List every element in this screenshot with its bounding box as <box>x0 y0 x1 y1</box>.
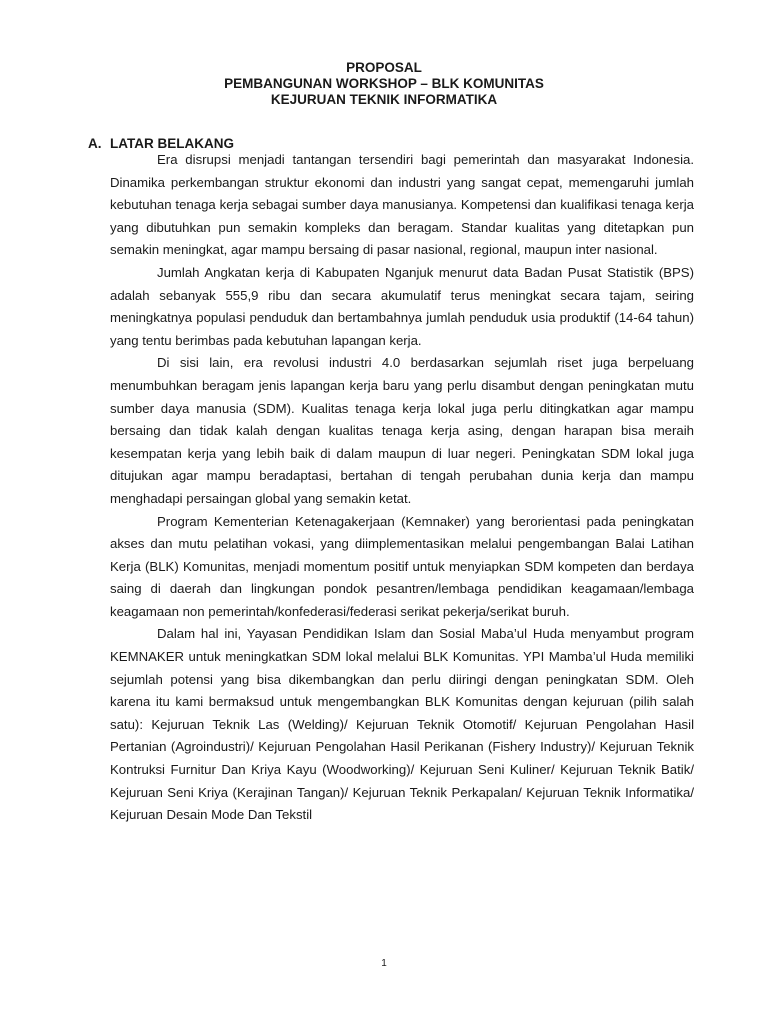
paragraph: Era disrupsi menjadi tantangan tersendiri bagi pemerintah dan masyarakat Indonesia. Dinamika perkembangan struktur ekonomi dan industri yang sangat cepat, memengaruhi jumlah kebutuhan tenaga kerja sebagai sumber daya manusianya. Kompetensi dan kualifikasi tenaga kerja yang dibutuhkan pun semakin kompleks dan beragam. Standar kualitas yang ditetapkan pun semakin meningkat, agar mampu bersaing di pasar nasional, regional, maupun inter nasional. <box>110 152 694 258</box>
section-letter: A. <box>88 136 102 151</box>
paragraph: Program Kementerian Ketenagakerjaan (Kemnaker) yang berorientasi pada peningkatan akses dan mutu pelatihan vokasi, yang diimplementasikan melalui pengembangan Balai Latihan Kerja (BLK) Komunitas, menjadi momentum positif untuk menyiapkan SDM kompeten dan berdaya saing di daerah dan lingkungan pondok pesantren/lembaga pendidikan keagamaan/lembaga keagamaan non pemerintah/konfederasi/federasi serikat pekerja/serikat buruh. <box>110 513 694 619</box>
document-title <box>0 60 768 108</box>
title-line-3: KEJURUAN TEKNIK INFORMATIKA <box>270 92 498 107</box>
title-line-1: PROPOSAL <box>346 60 422 75</box>
title-line-2: PEMBANGUNAN WORKSHOP – BLK KOMUNITAS <box>224 76 544 91</box>
paragraph: Di sisi lain, era revolusi industri 4.0 berdasarkan sejumlah riset juga berpeluang menumbuhkan beragam jenis lapangan kerja baru yang perlu disambut dengan peningkatan mutu sumber daya manusia (SDM). Kualitas tenaga kerja lokal juga perlu ditingkatkan agar mampu bersaing dan tidak kalah dengan kualitas tenaga kerja asing, dengan harapan bisa meraih kesempatan kerja yang lebih baik di dalam maupun di luar negeri. Peningkatan SDM lokal juga ditujukan agar mampu beradaptasi, bertahan di tengah perubahan dunia kerja dan mampu menghadapi persaingan global yang semakin ketat. <box>110 355 694 506</box>
body-text <box>110 149 694 827</box>
page-number: 1 <box>381 958 387 969</box>
paragraph: Dalam hal ini, Yayasan Pendidikan Islam dan Sosial Maba’ul Huda menyambut program KEMNAKER untuk meningkatkan SDM lokal melalui BLK Komunitas. YPI Mamba’ul Huda memiliki sejumlah potensi yang bisa dikembangkan dan perlu diiringi dengan peningkatan SDM. Oleh karena itu kami bermaksud untuk mengembangkan BLK Komunitas dengan kejuruan (pilih salah satu): Kejuruan Teknik Las (Welding)/ Kejuruan Teknik Otomotif/ Kejuruan Pengolahan Hasil Pertanian (Agroindustri)/ Kejuruan Pengolahan Hasil Perikanan (Fishery Industry)/ Kejuruan Teknik Kontruksi Furnitur Dan Kriya Kayu (Woodworking)/ Kejuruan Seni Kuliner/ Kejuruan Teknik Batik/ Kejuruan Seni Kriya (Kerajinan Tangan)/ Kejuruan Teknik Perkapalan/ Kejuruan Teknik Informatika/ Kejuruan Desain Mode Dan Tekstil <box>110 626 694 823</box>
section-heading-text: LATAR BELAKANG <box>110 136 234 151</box>
paragraph: Jumlah Angkatan kerja di Kabupaten Nganjuk menurut data Badan Pusat Statistik (BPS) adalah sebanyak 555,9 ribu dan secara akumulatif terus meningkat secara tajam, seiring meningkatnya populasi penduduk dan bertambahnya jumlah penduduk usia produktif (14-64 tahun) yang tentu berimbas pada kebutuhan lapangan kerja. <box>110 264 694 348</box>
